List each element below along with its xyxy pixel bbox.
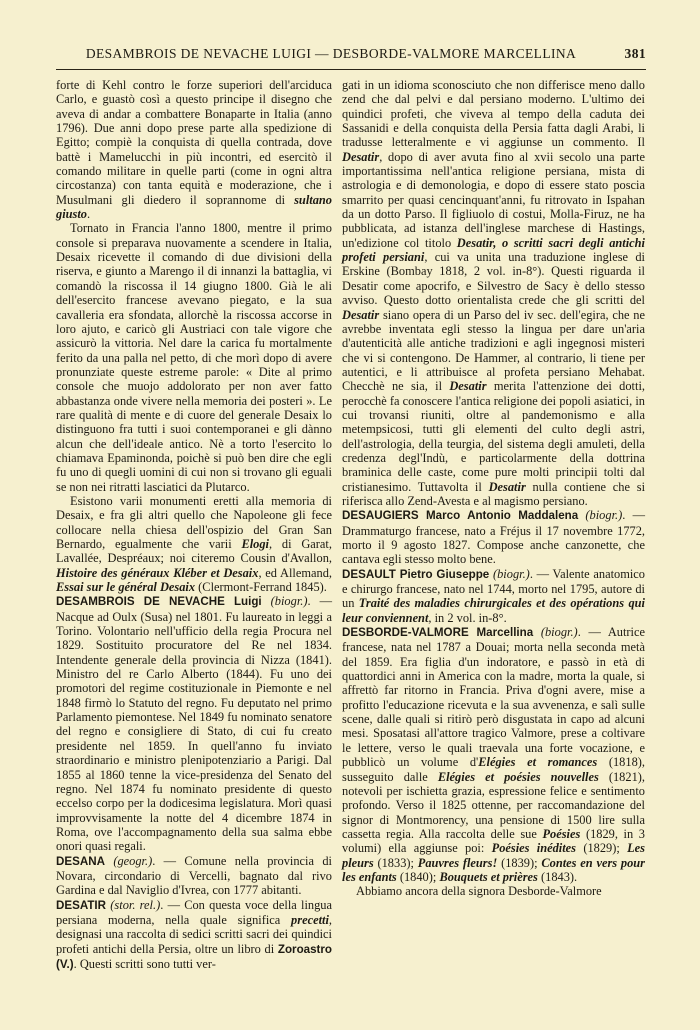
entry-headword: DESAUGIERS Marco Antonio Maddalena	[342, 509, 579, 523]
header-rule	[56, 69, 646, 70]
paragraph-continued: forte di Kehl contro le forze superiori dell'arciduca Carlo, e guastò così a questo principe il disegno che aveva di andar a combattere Bonaparte in Italia (anno 1796). Due anni dopo prese parte alla spedizione di Egitto; compiè la conquista di quella contrada, dove battè i Mamelucchi in più incontri, ed esercitò il comando militare in quelle parti (come in ogni altra circostanza) con tanta equità e moderazione, che i Musulmani gli diedero il soprannome di sultano giusto.	[56, 78, 332, 222]
paragraph-marengo: Tornato in Francia l'anno 1800, mentre il primo console si preparava nuovamente a scendere in Italia, Desaix ricevette il comando di due divisioni della riserva, e giunto a Marengo il di innanzi la battaglia, vi comandò la riscossa il 14 giugno 1800. Già le ali dell'esercito francese avevano piegato, e la sua cavalleria era sfondata, allorchè la riscossa accorse in loro ajuto, e caricò gli Austriaci con tale vigore che assicurò la vittoria. Nel dare la carica fu mortalmente ferito da una palla nel petto, di che morì dopo di avere pronunziate queste estreme parole: « Dite al primo console che muojo addolorato per non aver fatto abbastanza onde vivere nella memoria dei posteri ». Le rare qualità di mente e di cuore del generale Desaix lo distinguono fra tutti i suoi contemporanei e gli dànno alcun che dell'ideale antico. Nè a torto l'esercito lo chiamava Epaminonda, poichè si può ben dire che egli fu uno di quegli uomini di cui non si trovano gli eguali se non nei ritratti lasciatici da Plutarco.	[56, 221, 332, 494]
right-column	[342, 78, 645, 899]
paragraph-final: Abbiamo ancora della signora Desborde-Valmore	[356, 884, 602, 899]
entry-desborde-valmore: DESBORDE-VALMORE Marcellina (biogr.). — Autrice francese, nata nel 1787 a Douai; morta nella seconda metà del 1859. Era figlia d'un indoratore, e passò in età di quattordici anni in America con la madre, morta la quale, si affrettò far ritorno in Francia. Priva d'ogni avere, mise a profitto l'educazione ricevuta e la sua avvenenza, e salì sulle scene, dalle quali si ritirò però disgustata in capo ad alcuni mesi. Sposatasi all'attore tragico Valmore, prese a coltivare le lettere, verso le quali traevala una forte vocazione, e pubblicò un volume d'Elégies et romances (1818), susseguito dalle Elégies et poésies nouvelles (1821), notevoli per ischietta grazia, espressione felice e sentimento profondo. Verso il 1825 ottenne, per raccomandazione del signor di Montmorency, una pensione di 1500 lire sulla cassetta regia. Alla raccolta delle sue Poésies (1829, in 3 volumi) ella aggiunse poi: Poésies inédites (1829); Les pleurs (1833); Pauvres fleurs! (1839); Contes en vers pour les enfants (1840); Bouquets et prières (1843).	[342, 625, 645, 884]
entry-headword: DESBORDE-VALMORE Marcellina	[342, 626, 534, 640]
entry-desaugiers: DESAUGIERS Marco Antonio Maddalena (biogr.). — Drammaturgo francese, nato a Fréjus il 17 novembre 1772, morto il 9 agosto 1827. Compose anche canzonette, che cantava egli stesso molto bene.	[342, 508, 645, 567]
entry-desambrois: DESAMBROIS DE NEVACHE Luigi (biogr.). — Nacque ad Oulx (Susa) nel 1801. Fu laureato in leggi a Torino. Volontario nell'ufficio della regia Procura nel 1829. Sostituito procuratore del Re nel 1834. Intendente generale della provincia di Nizza (1841). Ministro del re Carlo Alberto (1844). Fu uno dei promotori del regime costituzionale in Piemonte e nel 1848 firmò lo Statuto del regno. Fu deputato nel primo Parlamento piemontese. Nel 1849 fu nominato senatore del regno e consigliere di Stato, di cui fu creato presidente nel 1859. In quell'anno fu inviato straordinario e ministro plenipotenziario a Parigi. Dal 1855 al 1860 tenne la vice-presidenza del Senato del regno. Nel 1874 fu nominato presidente di questo eccelso corpo per la dodicesima legislatura. Morì quasi improvvisamente la notte del 4 dicembre 1874 in Roma, ove l'accompagnamento della sua salma ebbe onori quasi regali.	[56, 594, 333, 854]
entry-desatir: DESATIR (stor. rel.). — Con questa voce della lingua persiana moderna, nella quale significa precetti, designasi una raccolta di sedici scritti sacri dei quindici profeti antichi della Persia, oltre un libro di Zoroastro (V.). Questi scritti sono tutti ver-	[56, 897, 332, 971]
left-column	[56, 78, 332, 972]
entry-desault: DESAULT Pietro Giuseppe (biogr.). — Valente anatomico e chirurgo francese, nato nel 1744, morto nel 1795, autore di un Traité des maladies chirurgicales et des opérations qui leur conviennent, in 2 vol. in-8°.	[342, 566, 645, 625]
paragraph-desatir-continued: gati in un idioma sconosciuto che non differisce meno dallo zend che dal pelvi e dal persiano moderno. L'ultimo dei quindici profeti, che viveva al tempo della caduta dei Sassanidi e della conquista della Persia fatta dagli Arabi, li tradusse letteralmente e vi aggiunse un commento. Il Desatir, dopo di aver avuta fino al xvii secolo una parte importantissima nell'antica religione persiana, mista di astrologia e di demonologia, e dopo di essere stato poscia smarrito per quasi cencinquant'anni, fu ritrovato in Ispahan da un dotto Parso. Il figliuolo di costui, Molla-Firuz, ne ha pubblicata, ad istanza dell'inglese marchese di Hastings, un'edizione col titolo Desatir, o scritti sacri degli antichi profeti persiani, cui va unita una traduzione inglese di Erskine (Bombay 1818, 2 vol. in-8°). Questi riguarda il Desatir come apocrifo, e Silvestro de Sacy è dello stesso avviso. Questo dotto orientalista crede che gli scritti del Desatir siano opera di un Parso del iv sec. dell'egira, che ne avrebbe inventata egli stesso la lingua per dare un'aria d'autenticità alle antiche tradizioni e agli ingegnosi misteri che vi si contengono. De Hammer, al contrario, li tiene per autentici, e li attribuisce al profeta persiano Mehabat. Checchè ne sia, il Desatir merita l'attenzione dei dotti, perocchè fa conoscere l'antica religione dei popoli asiatici, in cui trovansi riuniti, oltre al pandemonismo e alla metempsicosi, tutti gli elementi del culto degli astri, dell'astrologia, della teurgia, del sistema degli amuleti, della credenza degl'Indù, e particolarmente della dottrina braminica delle caste, come pure molti principii tolti dal cristianesimo. Tuttavolta il Desatir nulla contiene che si riferisca allo Zend-Avesta e al magismo persiano.	[342, 78, 646, 508]
entry-headword: DESAMBROIS DE NEVACHE Luigi	[56, 595, 262, 609]
running-header	[56, 44, 646, 66]
page-number: 381	[624, 46, 646, 61]
running-title: DESAMBROIS DE NEVACHE LUIGI — DESBORDE-VALMORE MARCELLINA	[85, 46, 577, 61]
entry-desana: DESANA (geogr.). — Comune nella provincia di Novara, circondario di Vercelli, bagnato dal rivo Gardina e dal Naviglio d'Ivrea, con 1777 abitanti.	[56, 853, 332, 898]
entry-headword: DESANA	[56, 854, 105, 868]
entry-headword: DESATIR	[56, 898, 107, 912]
paragraph-monuments: Esistono varii monumenti eretti alla memoria di Desaix, e fra gli altri quello che Napoleone gli fece collocare nella chiesa dell'ospizio del Gran San Bernardo, egualmente che varii Elogi, di Garat, Lavallée, Despréaux; noi citeremo Cousin d'Avallon, Histoire des généraux Kléber et Desaix, ed Allemand, Essai sur le général Desaix (Clermont-Ferrand 1845).	[56, 493, 332, 595]
entry-headword: DESAULT Pietro Giuseppe	[342, 567, 490, 581]
